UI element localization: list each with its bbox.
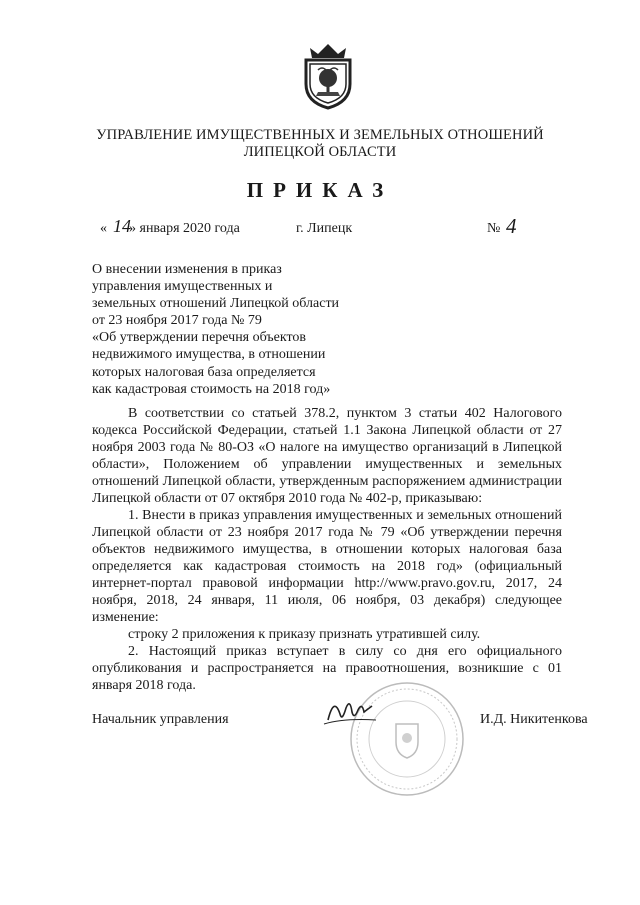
subject-line: как кадастровая стоимость на 2018 год» — [92, 381, 331, 397]
subject-line: недвижимого имущества, в отношении — [92, 347, 326, 363]
org-name-line2: ЛИПЕЦКОЙ ОБЛАСТИ — [243, 144, 397, 160]
body-paragraph-preamble: В соответствии со статьей 378.2, пунктом 3 статьи 402 Налогового кодекса Российской Федерации, статьей 1.1 Закона Липецкой области от 27 ноября 2003 года № 80-ОЗ «О налоге на имущество организаций в Липецкой области», Положением об управлении имущественных и земельных отношений Липецкой области, утвержденным распоряжением администрации Липецкой области от 07 октября 2010 года № 402-р, приказываю: — [92, 406, 562, 506]
order-number-handwritten: 4 — [506, 214, 517, 238]
subject-line: управления имущественных и — [92, 279, 273, 295]
date-day-handwritten: 14 — [113, 216, 131, 236]
subject-block — [92, 261, 412, 398]
subject-line: О внесении изменения в приказ — [92, 262, 282, 277]
number-label: № — [487, 221, 501, 236]
document-type-title: ПРИКАЗ — [246, 178, 394, 202]
date-quote-open: « — [100, 221, 107, 236]
body-text — [92, 405, 562, 694]
subject-line: от 23 ноября 2017 года № 79 — [92, 313, 262, 329]
city: г. Липецк — [296, 221, 353, 236]
body-paragraph-item1: 1. Внести в приказ управления имущественных и земельных отношений Липецкой области от 23 ноября 2017 года № 79 «Об утверждении перечня объектов недвижимого имущества, в отношении которых налоговая база определяется как кадастровая стоимость на 2018 год» (официальный интернет-портал правовой информации http://www.pravo.gov.ru, 2017, 24 ноября, 2018, 24 января, 11 июля, 06 ноября, 03 декабря) следующее изменение: — [92, 508, 562, 625]
date-month-year: » января 2020 года — [129, 221, 240, 236]
org-name-line1: УПРАВЛЕНИЕ ИМУЩЕСТВЕННЫХ И ЗЕМЕЛЬНЫХ ОТНОШЕНИЙ — [96, 127, 544, 143]
signatory-name: И.Д. Никитенкова — [480, 712, 588, 727]
signature-icon — [320, 690, 380, 730]
signatory-title: Начальник управления — [92, 712, 229, 727]
body-paragraph-item2: 2. Настоящий приказ вступает в силу со дня его официального опубликования и распространяется на правоотношения, возникшие с 01 января 2018 года. — [92, 644, 562, 693]
subject-line: «Об утверждении перечня объектов — [92, 330, 307, 346]
coat-of-arms-icon — [300, 40, 356, 110]
subject-line: которых налоговая база определяется — [92, 364, 316, 380]
body-paragraph-change: строку 2 приложения к приказу признать утратившей силу. — [128, 627, 481, 642]
subject-line: земельных отношений Липецкой области — [92, 296, 340, 312]
